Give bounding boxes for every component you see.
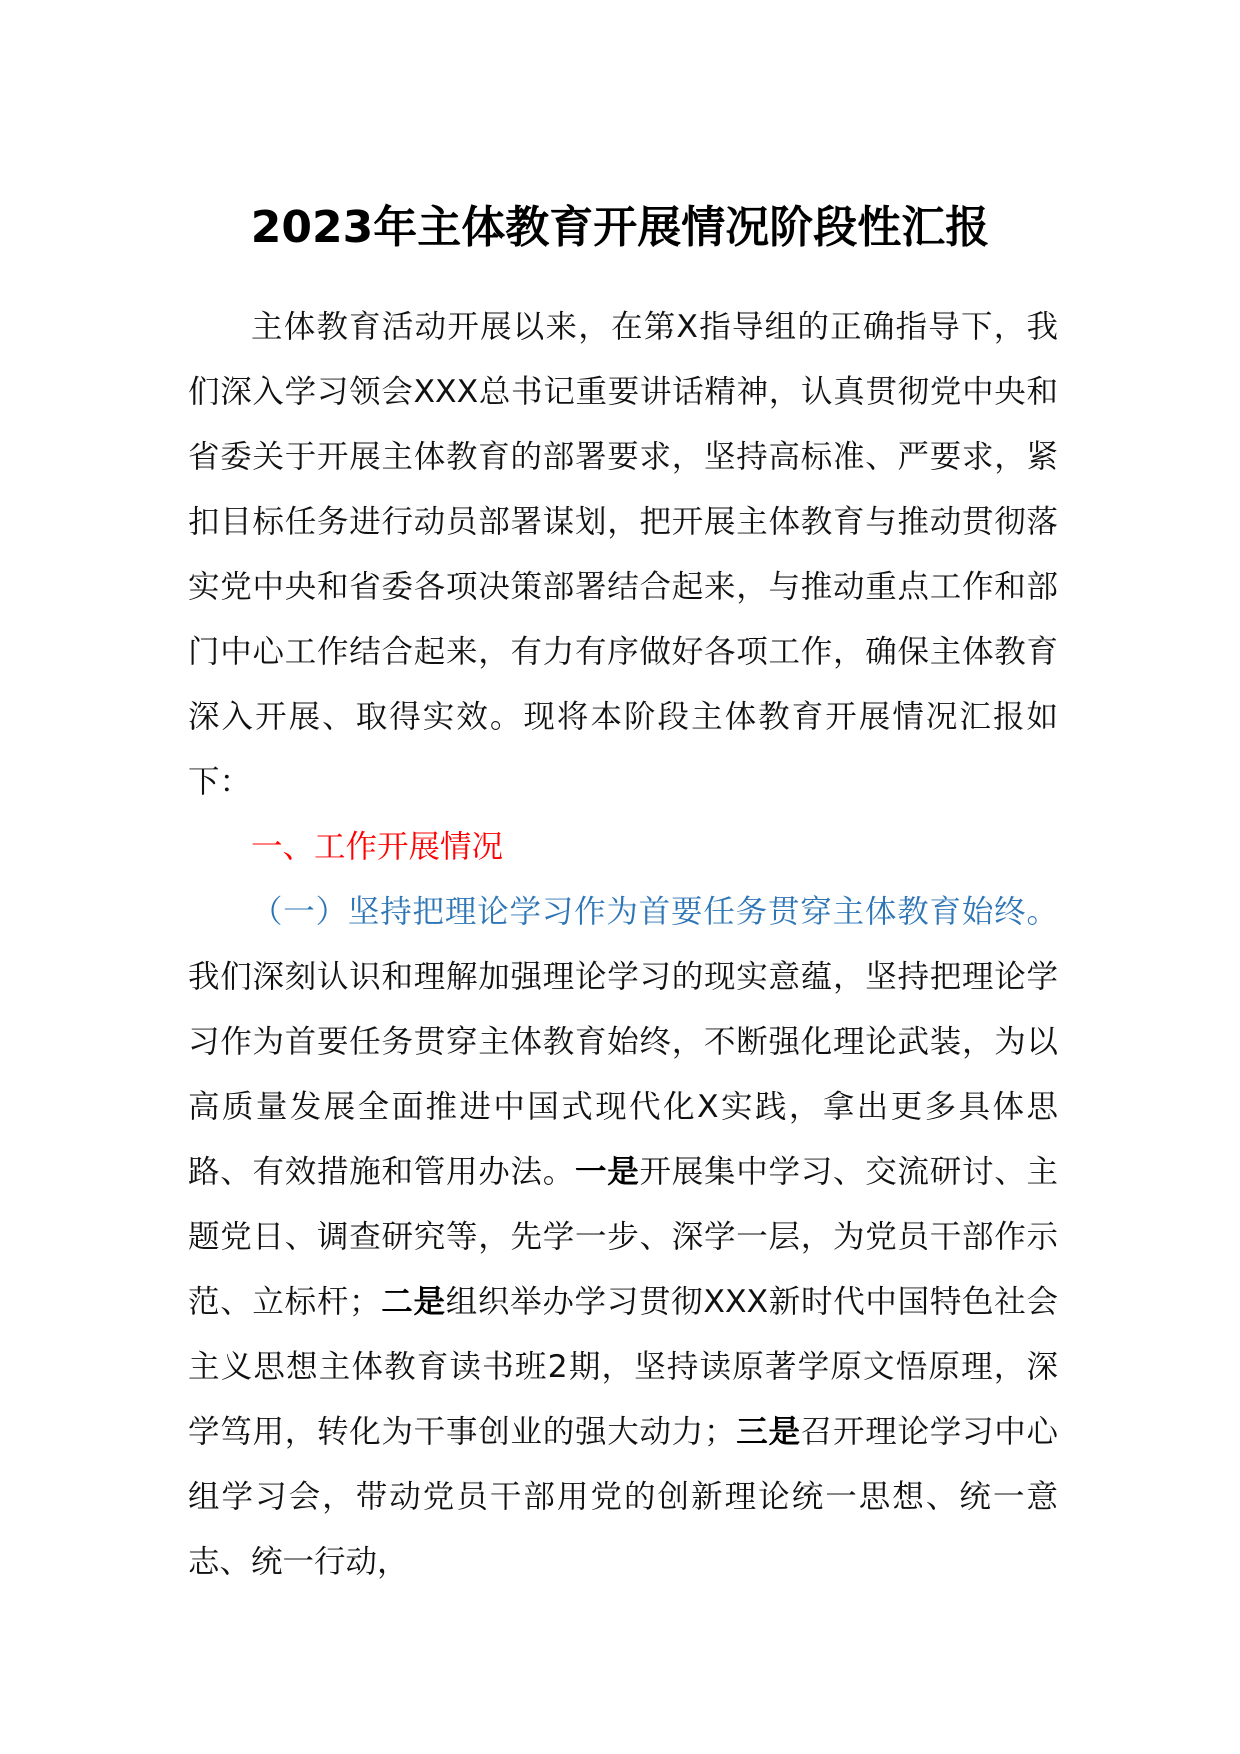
lead-marker-2: 二是 (380, 1284, 446, 1320)
subsection-paragraph-1 (188, 880, 1058, 1595)
subsection-text-2: 开展集中学习、交流研讨、主题党日、调查研究等，先学一步、深学一层，为党员干部作示范、立标杆； (188, 1154, 1058, 1320)
lead-marker-1: 一是 (574, 1154, 640, 1190)
lead-marker-3: 三是 (735, 1414, 801, 1450)
subsection-heading-1: （一）坚持把理论学习作为首要任务贯穿主体教育始终。 (251, 894, 1058, 930)
intro-paragraph: 主体教育活动开展以来，在第X指导组的正确指导下，我们深入学习领会XXX总书记重要讲话精神，认真贯彻党中央和省委关于开展主体教育的部署要求，坚持高标准、严要求，紧扣目标任务进行动员部署谋划，把开展主体教育与推动贯彻落实党中央和省委各项决策部署结合起来，与推动重点工作和部门中心工作结合起来，有力有序做好各项工作，确保主体教育深入开展、取得实效。现将本阶段主体教育开展情况汇报如下： (188, 309, 1058, 800)
document-title: 2023年主体教育开展情况阶段性汇报 (250, 202, 990, 253)
section-heading-1: 一、工作开展情况 (251, 829, 504, 865)
subsection-text-4: 召开理论学习中心组学习会，带动党员干部用党的创新理论统一思想、统一意志、统一行动， (188, 1414, 1058, 1580)
document-body (188, 295, 1058, 1595)
subsection-text-1: 我们深刻认识和理解加强理论学习的现实意蕴，坚持把理论学习作为首要任务贯穿主体教育始终，不断强化理论武装，为以高质量发展全面推进中国式现代化X实践，拿出更多具体思路、有效措施和管用办法。 (188, 959, 1058, 1190)
subsection-text-3: 组织举办学习贯彻XXX新时代中国特色社会主义思想主体教育读书班2期，坚持读原著学原文悟原理，深学笃用，转化为干事创业的强大动力； (188, 1284, 1058, 1450)
